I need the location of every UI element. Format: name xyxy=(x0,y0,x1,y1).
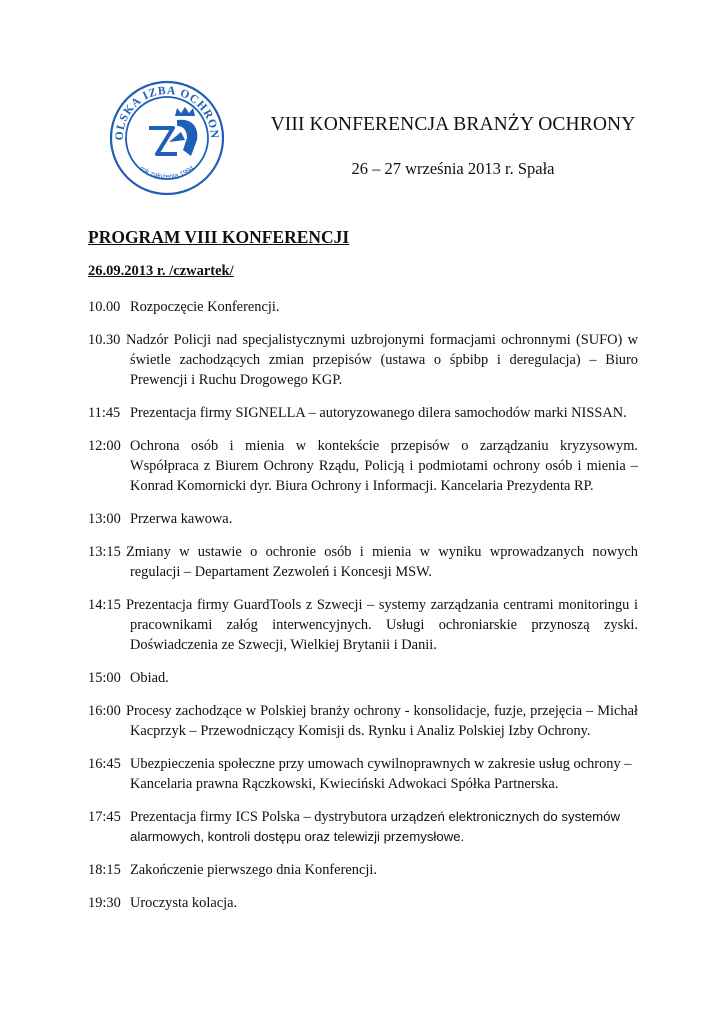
agenda-time: 16:45 xyxy=(88,756,121,772)
agenda-time: 15:00 xyxy=(88,670,121,686)
agenda-text: Procesy zachodzące w Polskiej branży ochrony - konsolidacje, fuzje, przejęcia – Michał Kacprzyk – Przewodniczący Komisji ds. Rynku i Analiz Polskiej Izby Ochrony. xyxy=(126,703,638,739)
day-heading: 26.09.2013 r. /czwartek/ xyxy=(88,263,234,279)
agenda-item xyxy=(88,668,638,688)
agenda-item xyxy=(88,754,638,794)
agenda-text: Ubezpieczenia społeczne przy umowach cywilnoprawnych w zakresie usług ochrony – Kancelaria prawna Rączkowski, Kwieciński Adwokaci Spółka Partnerska. xyxy=(130,756,632,792)
agenda-item xyxy=(88,297,638,317)
agenda-item xyxy=(88,701,638,741)
agenda-text: Obiad. xyxy=(130,670,169,686)
agenda-text: Prezentacja firmy ICS Polska – dystrybutora xyxy=(130,809,391,825)
logo-emblem-icon xyxy=(107,80,227,196)
svg-text:POLSKA IZBA OCHRONY xyxy=(107,80,220,141)
agenda-item xyxy=(88,403,638,423)
conference-title: VIII KONFERENCJA BRANŻY OCHRONY xyxy=(270,114,636,135)
agenda-item xyxy=(88,893,638,913)
program-title: PROGRAM VIII KONFERENCJI xyxy=(88,227,350,247)
agenda-list xyxy=(88,297,638,926)
agenda-time: 18:15 xyxy=(88,862,121,878)
agenda-text: Ochrona osób i mienia w kontekście przepisów o zarządzaniu kryzysowym. Współpraca z Biurem Ochrony Rządu, Policją i podmiotami ochrony osób i mienia – Konrad Komornicki dyr. Biura Ochrony i Informacji. Kancelaria Prezydenta RP. xyxy=(130,438,638,494)
agenda-item xyxy=(88,330,638,390)
agenda-text: Rozpoczęcie Konferencji. xyxy=(130,299,280,315)
agenda-time: 11:45 xyxy=(88,405,121,421)
agenda-text: Przerwa kawowa. xyxy=(130,511,233,527)
agenda-item xyxy=(88,595,638,655)
agenda-text-continued: urządzeń elektronicznych do systemów alarmowych, kontroli dostępu oraz telewizji przemysłowe. xyxy=(130,809,621,844)
agenda-item xyxy=(88,509,638,529)
agenda-text: Zmiany w ustawie o ochronie osób i mienia w wyniku wprowadzanych nowych regulacji – Departament Zezwoleń i Koncesji MSW. xyxy=(126,544,638,580)
agenda-time: 10.00 xyxy=(88,299,121,315)
agenda-item xyxy=(88,860,638,880)
agenda-item xyxy=(88,807,638,847)
agenda-text: Zakończenie pierwszego dnia Konferencji. xyxy=(130,862,377,878)
agenda-text: Prezentacja firmy GuardTools z Szwecji – systemy zarządzania centrami monitoringu i pracownikami załóg interwencyjnych. Usługi ochroniarskie przynoszą zyski. Doświadczenia ze Szwecji, Wielkiej Brytanii i Danii. xyxy=(126,597,638,653)
agenda-time: 13:00 xyxy=(88,511,121,527)
agenda-time: 10.30 xyxy=(88,332,121,348)
agenda-text: Uroczysta kolacja. xyxy=(130,895,238,911)
polska-izba-ochrony-logo xyxy=(107,80,227,196)
agenda-time: 19:30 xyxy=(88,895,121,911)
agenda-text: Nadzór Policji nad specjalistycznymi uzbrojonymi formacjami ochronnymi (SUFO) w świetle zachodzących zmian przepisów (ustawa o śpbibp i deregulacja) – Biuro Prewencji i Ruchu Drogowego KGP. xyxy=(126,332,638,388)
agenda-time: 13:15 xyxy=(88,544,121,560)
agenda-time: 16:00 xyxy=(88,703,121,719)
agenda-text: Prezentacja firmy SIGNELLA – autoryzowanego dilera samochodów marki NISSAN. xyxy=(130,405,627,421)
conference-date: 26 – 27 września 2013 r. Spała xyxy=(351,159,555,178)
agenda-item xyxy=(88,542,638,582)
agenda-time: 14:15 xyxy=(88,597,121,613)
logo-founded-text: rok założenia 1994 xyxy=(138,165,196,181)
svg-text:rok założenia 1994 xyxy=(138,165,195,181)
logo-ring-text: OLSKA IZBA OCHRON xyxy=(113,84,221,141)
agenda-time: 17:45 xyxy=(88,809,121,825)
agenda-item xyxy=(88,436,638,496)
agenda-time: 12:00 xyxy=(88,438,121,454)
